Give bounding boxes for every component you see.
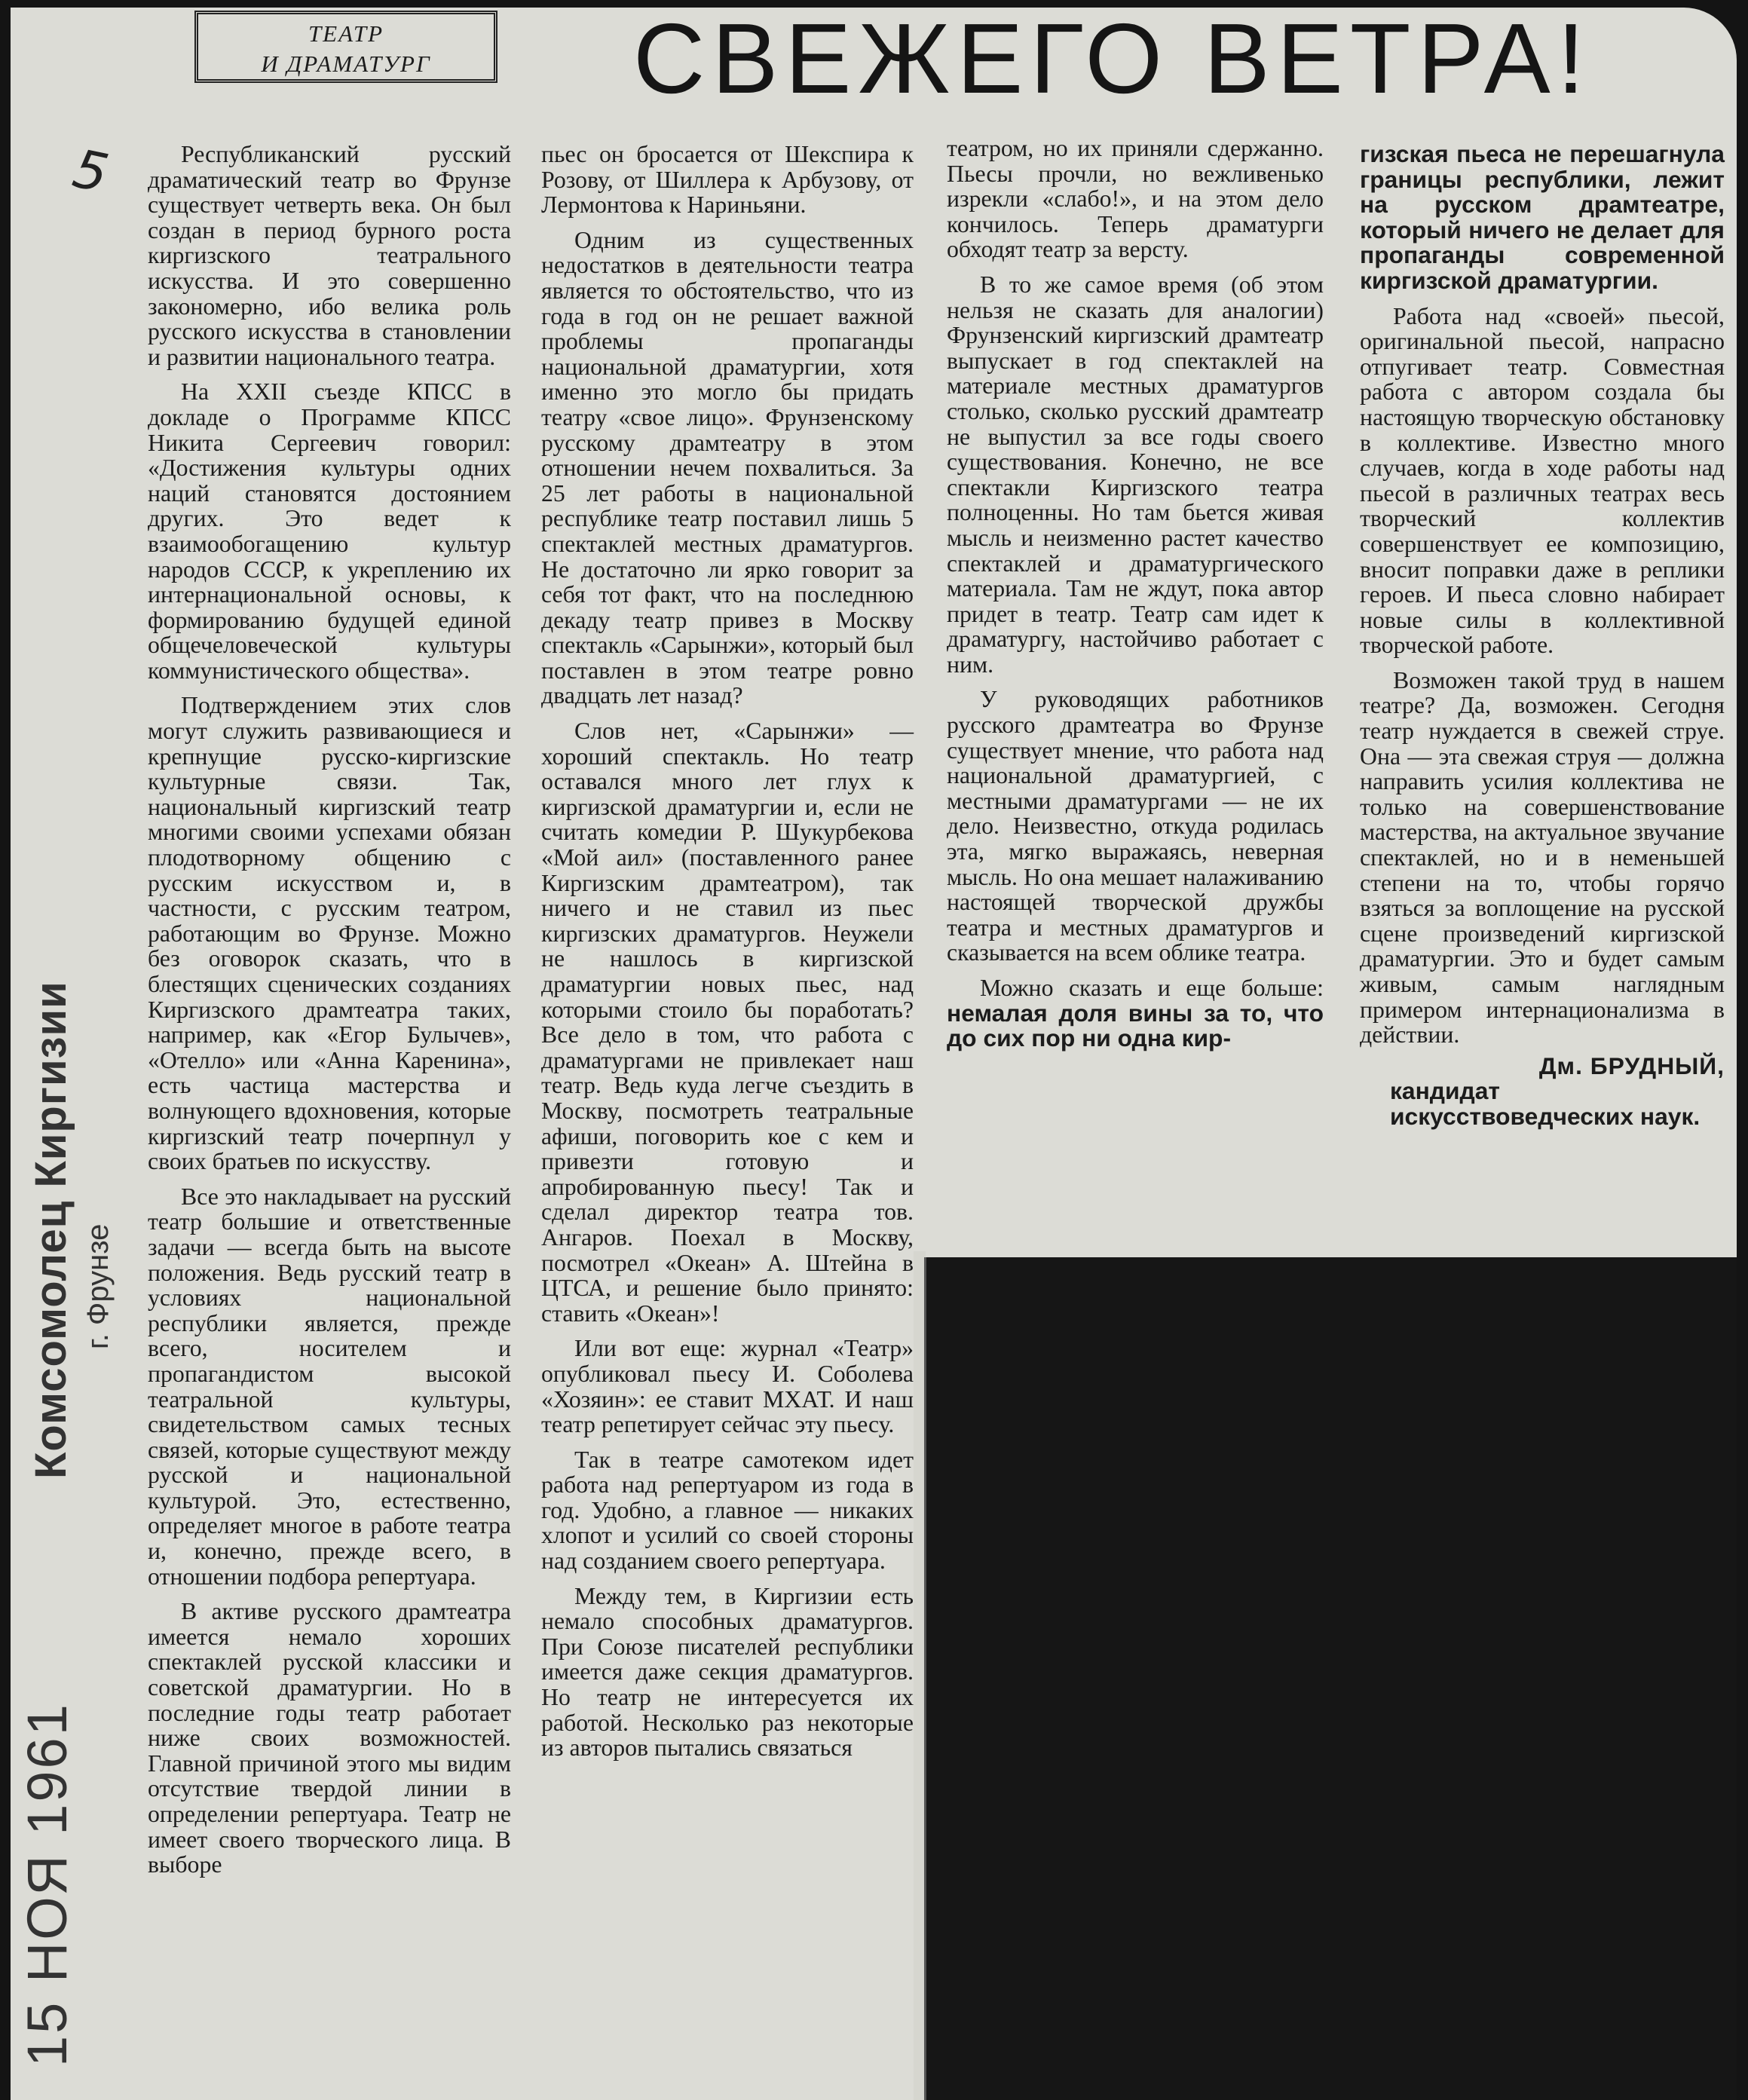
paragraph: Работа над «своей» пьесой, оригинальной пьесой, напрасно отпугивает театр. Совместная работа с автором создала бы настоящую творческую обстановку в коллективе. Известно много случаев, когда в ходе работы над пьесой в различных театрах весь творческий коллектив совершенствует ее композицию, вносит поправки даже в реплики героев. И пьеса словно набирает новые силы в коллективной творческой работе. bbox=[1360, 302, 1725, 659]
paragraph: Или вот еще: журнал «Театр» опубликовал пьесу И. Соболева «Хозяин»: ее ставит МХАТ. И наш театр репетирует сейчас эту пьесу. bbox=[541, 1335, 914, 1438]
paragraph: В то же самое время (об этом нельзя не сказать для аналогии) Фрунзенский киргизский драмтеатр выпускает в год спектаклей на материале местных драматургов столько, сколько русский драмтеатр не выпустил за все годы своего существования. Конечно, не все спектакли Киргизского театра полноценны. Но там бьется живая мысль и неизменно растет качество спектаклей и драматургического материала. Там не ждут, пока автор придет в театр. Театр сам идет к драматургу, настойчиво работает с ним. bbox=[947, 271, 1324, 678]
article-column-1 bbox=[148, 142, 511, 1878]
author-name: Дм. БРУДНЫЙ, bbox=[1538, 1052, 1725, 1079]
article-column-4 bbox=[1360, 142, 1725, 1130]
rubric-line-2: И ДРАМАТУРГ bbox=[261, 51, 431, 77]
article-column-3 bbox=[947, 136, 1324, 1052]
paragraph: пьес он бросается от Шекспира к Розову, от Шиллера к Арбузову, от Лермонтова к Нариньяни. bbox=[541, 141, 914, 219]
newspaper-name-stamp: Комсомолец Киргизии bbox=[26, 981, 75, 1479]
paragraph: На XXII съезде КПСС в докладе о Программе КПСС Никита Сергеевич говорил: «Достижения культуры одних наций становятся достоянием других. Это ведет к взаимообогащению культур народов СССР, к укреплению их интернациональной основы, к формированию будущей единой общечеловеческой культуры коммунистического общества». bbox=[148, 378, 511, 684]
paragraph-lead: Можно сказать и еще больше: bbox=[980, 975, 1324, 1001]
dark-background bbox=[926, 1257, 1737, 2100]
paragraph: Одним из существенных недостатков в деятельности театра является то обстоятельство, что из года в год он не решает важной проблемы пропаганды национальной драматургии, хотя именно это могло бы придать театру «свое лицо». Фрунзенскому русскому драмтеатру в этом отношении нечем похвалиться. За 25 лет работы в национальной республике театр поставил лишь 5 спектаклей местных драматургов. Не достаточно ли ярко говорит за себя тот факт, что на последнюю декаду театр привез в Москву спектакль «Сарынжи», который был поставлен в этом театре ровно двадцать лет назад? bbox=[541, 226, 914, 709]
paragraph: театром, но их приняли сдержанно. Пьесы прочли, но вежливенько изрекли «слабо!», и на этом дело кончилось. Теперь драматурги обходят театр за версту. bbox=[947, 135, 1324, 263]
date-stamp: 15 НОЯ 1961 bbox=[16, 1702, 78, 2067]
paragraph: Возможен такой труд в нашем театре? Да, возможен. Сегодня театр нуждается в свежей струе. Она — эта свежая струя — должна направить усилия коллектива не только на совершенствование мастерства, на актуальное звучание спектаклей, но и в неменьшей степени на то, чтобы горячо взяться за воплощение на русской сцене произведений киргизской драматургии. Это и будет самым живым, самым наглядным примером интернационализма в действии. bbox=[1360, 666, 1725, 1048]
paragraph: Республиканский русский драматический театр во Фрунзе существует четверть века. Он был создан в период бурного роста киргизского театрального искусства. И это совершенно закономерно, ибо велика роль русского искусства в становлении и развитии национального театра. bbox=[148, 141, 511, 370]
paragraph: У руководящих работников русского драмтеатра во Фрунзе существует мнение, что работа над национальной драматургией, с местными драматургами — не их дело. Неизвестно, откуда родилась эта, мягко выражаясь, неверная мысль. Но она мешает налаживанию настоящей творческой дружбы театра и местных драматургов и сказывается на всем облике театра. bbox=[947, 686, 1324, 966]
handwritten-mark: 5 bbox=[67, 137, 114, 205]
paragraph: Слов нет, «Сарынжи» — хороший спектакль. Но театр оставался много лет глух к киргизской драматургии и, если не считать комедии Р. Шукурбекова «Мой аил» (поставленного ранее Киргизским драмтеатром), так ничего и не ставил из пьес киргизских драматургов. Неужели не нашлось в киргизской драматургии новых пьес, над которыми стоило бы поработать? Все дело в том, что работа с драматургами не привлекает наш театр. Ведь куда легче съездить в Москву, посмотреть театральные афиши, поговорить кое с кем и привезти готовую и апробированную пьесу! Так и сделал директор театра тов. Ангаров. Поехал в Москву, посмотрел «Океан» А. Штейна в ЦТСА, и решение было принято: ставить «Океан»! bbox=[541, 718, 914, 1327]
rubric-box bbox=[194, 11, 497, 83]
author-title: кандидат искусствоведческих наук. bbox=[1390, 1077, 1701, 1130]
clipping-edge bbox=[926, 1251, 1690, 1257]
paragraph bbox=[947, 975, 1324, 1052]
city-stamp: г. Фрунзе bbox=[81, 1223, 115, 1349]
article-headline: СВЕЖЕГО ВЕТРА! bbox=[633, 3, 1592, 114]
paragraph: Все это накладывает на русский театр большие и ответственные задачи — всегда быть на высоте положения. Ведь русский театр в условиях национальной республики является, прежде всего, носителем и пропагандистом высокой театральной культуры, свидетельством самых тесных связей, которые существуют между русской и национальной культурой. Это, естественно, определяет многое в работе театра и, конечно, прежде всего, в отношении подбора репертуара. bbox=[148, 1183, 511, 1590]
paragraph: Подтверждением этих слов могут служить развивающиеся и крепнущие русско-киргизские культурные связи. Так, национальный киргизский театр многими своими успехами обязан плодотворному общению с русским искусством и, в частности, с русским театром, работающим во Фрунзе. Можно без оговорок сказать, что в блестящих сценических созданиях Киргизского драмтеатра таких, например, как «Егор Булычев», «Отелло» или «Анна Каренина», есть частица мастерства и волнующего вдохновения, которые киргизский театр почерпнул у своих братьев по искусству. bbox=[148, 692, 511, 1175]
emphasized-paragraph: гизская пьеса не перешагнула границы республики, лежит на русском драмтеатре, который ничего не делает для пропаганды современной киргизской драматургии. bbox=[1360, 140, 1725, 294]
paragraph: Между тем, в Киргизии есть немало способных драматургов. При Союзе писателей республики имеется даже секция драматургов. Но театр не интересуется их работой. Несколько раз некоторые из авторов пытались связаться bbox=[541, 1582, 914, 1762]
paragraph: В активе русского драмтеатра имеется немало хороших спектаклей русской классики и советской драматургии. Но в последние годы театр работает ниже своих возможностей. Главной причиной этого мы видим отсутствие твердой линии в определении репертуара. Театр не имеет своего творческого лица. В выборе bbox=[148, 1598, 511, 1878]
rubric-line-1: ТЕАТР bbox=[308, 20, 384, 47]
emphasized-text: немалая доля вины за то, что до сих пор ни одна кир- bbox=[947, 999, 1324, 1052]
article-column-2 bbox=[541, 142, 914, 1761]
paragraph: Так в театре самотеком идет работа над репертуаром из года в год. Удобно, а главное — никаких хлопот и усилий со своей стороны над созданием своего репертуара. bbox=[541, 1446, 914, 1575]
column-cut-line bbox=[924, 1257, 926, 2100]
